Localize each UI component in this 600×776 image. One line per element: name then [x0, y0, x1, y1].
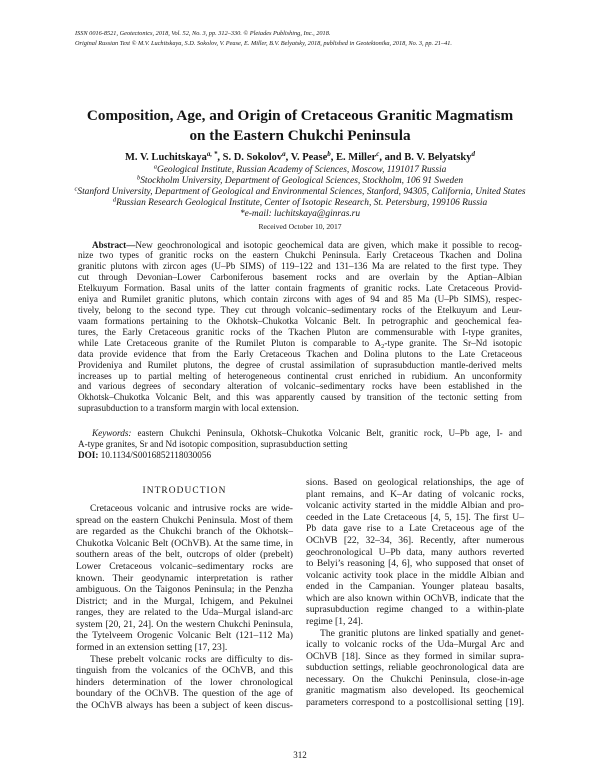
text-line: boundary of the OChVB. The question of the age of: [76, 688, 293, 700]
text-line: plant remains, and K–Ar dating of volcanic rocks,: [306, 488, 524, 500]
affiliation-text: Stanford University, Department of Geological and Environmental Sciences, Stanford, 94305, California, United States: [77, 186, 526, 197]
doi-value: 10.1134/S0016852118030056: [100, 450, 212, 461]
affiliation-mark: a: [153, 163, 157, 170]
author-name: B. V. Belyatsky: [404, 152, 472, 163]
text-line: ambiguous. On the Taigonos Peninsula; in the Penzha: [76, 584, 293, 596]
running-header: [75, 29, 545, 49]
author-name: M. V. Luchitskaya: [124, 152, 207, 163]
author-separator: ,: [285, 152, 291, 163]
abstract-line-text: New geochronological and isotopic geochemical data are given, which make it possible to recog-: [135, 239, 522, 250]
affiliation-text: Stockholm University, Department of Geological Sciences, Stockholm, 106 91 Sweden: [140, 175, 464, 186]
abstract-line: tively, belong to the second type. They cut through volcanic–sedimentary rocks of the Etelkuyum and Leur-: [78, 305, 522, 316]
affiliation-mark: c: [74, 185, 78, 193]
text-line: ranges, they are related to the Uda–Murgal island-arc: [76, 607, 293, 619]
text-line: Chukotka Volcanic Belt (OChVB). At the same time, in: [76, 537, 293, 549]
abstract-line: and various degrees of secondary alteration of volcanic–sedimentary rocks have been established in the: [78, 381, 522, 392]
author-affiliation-mark: d: [471, 150, 475, 158]
text-line: spread on the eastern Chukchi Peninsula. Most of them: [76, 514, 293, 526]
text-line: subduction settings, reliable geochronological data are: [306, 662, 524, 674]
abstract-line-text: -type granite. The Sr–Nd isotopic: [384, 337, 522, 348]
text-line: necessary. On the Chukchi Peninsula, close-in-age: [306, 673, 524, 685]
text-line: system [20, 21, 24]. On the western Chukchi Peninsula,: [76, 618, 293, 630]
text-line: hinders determination of the lower chronological: [76, 676, 293, 688]
text-line: These prebelt volcanic rocks are difficulty to dis-: [90, 653, 293, 665]
keywords-line: [78, 428, 522, 439]
text-line: formed in an extension setting [17, 23].: [76, 641, 228, 653]
abstract-line: Provideniya and Rumilet plutons, the degree of crustal assimilation of suprasubduction mantle-derived melts: [78, 359, 522, 370]
text-line: to Belyi’s reasoning [4, 6], who supposed that onset of: [306, 558, 524, 570]
corresponding-email: *e-mail: luchitskaya@ginras.ru: [239, 209, 361, 220]
abstract-label: Abstract—: [92, 239, 136, 250]
text-line: geochronological U–Pb data, many authors reverted: [306, 546, 524, 558]
right-column-paragraph: [306, 628, 524, 709]
abstract-line: [78, 338, 522, 349]
keywords-label: Keywords:: [92, 427, 132, 438]
text-line: known. Their geodynamic interpretation is rather: [76, 572, 293, 584]
abstract-line: [78, 240, 522, 251]
author-name: E. Miller: [336, 152, 377, 163]
text-line: ended in the Campanian. Younger plateau basalts,: [306, 581, 524, 593]
right-column: [306, 477, 524, 708]
text-line: regime [1, 24].: [306, 615, 364, 627]
left-column-paragraph: [76, 503, 293, 653]
title-line: Composition, Age, and Origin of Cretaceous Granitic Magmatism: [86, 107, 514, 124]
text-line: ceeded in the Late Cretaceous [4, 5, 15]. The first U–: [306, 511, 524, 523]
keywords-line: A-type granites, Sr and Nd isotopic composition, suprasubduction setting: [78, 438, 348, 449]
left-column-paragraph: [76, 654, 293, 712]
abstract-line-text: while Late Cretaceous granite of the Rumilet Pluton is comparable to A: [78, 337, 382, 348]
text-line: The granitic plutons are linked spatially and genet-: [320, 627, 524, 639]
received-date: Received October 10, 2017: [258, 221, 342, 231]
abstract-line: Okhotsk–Chukotka Volcanic Belt, and this was apparently caused by transition of the tectonic setting from: [78, 392, 522, 403]
author-affiliation-mark: b: [327, 150, 331, 158]
affiliation-mark: b: [136, 174, 141, 182]
author-affiliation-mark: c: [376, 150, 380, 158]
author-separator: ,: [217, 152, 223, 163]
title-line: on the Eastern Chukchi Peninsula: [189, 126, 411, 144]
affiliation: [0, 165, 600, 176]
affiliation-list: [0, 165, 600, 232]
text-line: granitic magmatism also developed. Its geochemical: [306, 685, 524, 697]
text-line: volcanic activity started in the middle Albian and pro-: [306, 500, 524, 512]
text-line: Lower Cretaceous volcanic–sedimentary rocks are: [76, 561, 293, 572]
author-name: V. Pease: [290, 152, 328, 163]
abstract-line: tures, the Early Cretaceous granitic rocks of the Tkachen Pluton are commensurable with I-type granites,: [78, 326, 522, 337]
abstract-line: granitic plutons with zircon ages (U–Pb SIMS) of 119–122 and 131–136 Ma are related to the first type. They: [78, 261, 522, 272]
affiliation: [0, 176, 600, 187]
text-line: Cretaceous volcanic and intrusive rocks are wide-: [90, 503, 293, 515]
abstract-line: Etelkuyum Formation. Basal units of the latter contain fragments of granitic rocks. Late Cretaceous Provid-: [78, 283, 522, 294]
text-line: ically to volcanic rocks of the Uda–Murgal Arc and: [306, 639, 524, 651]
author-separator: , and: [379, 152, 405, 163]
abstract-line: data provide evidence that from the Early Cretaceous Tkachen and Dolina plutons to the Late Cretaceous: [78, 348, 522, 359]
author-list: [0, 152, 600, 164]
text-line: which are also known within OChVB, indicate that the: [306, 592, 524, 604]
abstract-line: eniya and Rumilet granitic plutons, which contain zircons with ages of 94 and 85 Ma (U–Pb SIMS), respec-: [78, 294, 522, 305]
right-column-paragraph: [306, 477, 524, 627]
text-line: are regarded as the Chukchi branch of the Okhotsk–: [76, 526, 293, 538]
abstract-line: suprasubduction to a transform margin with local extension.: [78, 403, 299, 414]
abstract-line: vaam formations pertaining to the Okhotsk–Chukotka Volcanic Belt. In petrographic and geochemical fea-: [78, 315, 522, 326]
affiliation: [0, 198, 600, 209]
affiliation-text: Geological Institute, Russian Academy of Sciences, Moscow, 1191017 Russia: [156, 164, 447, 175]
text-line: District; and in the Murgal, Ichigem, and Pekulnei: [76, 595, 293, 607]
text-line: parameters correspond to a postcollisional setting [19].: [306, 696, 524, 708]
subscript: 2: [381, 342, 385, 350]
keywords-text: eastern Chukchi Peninsula, Okhotsk–Chukotka Volcanic Belt, granitic rock, U–Pb age, I- and: [137, 427, 523, 438]
doi-line: [78, 450, 522, 461]
affiliation-text: Russian Research Geological Institute, Center of Isotopic Research, St. Petersburg, 199106 Russia: [116, 198, 488, 209]
affiliation: [0, 187, 600, 198]
text-line: the Tytelveem Orogenic Volcanic Belt (121–112 Ma): [76, 630, 293, 642]
text-line: Pb data gave rise to a Late Cretaceous age of the: [306, 523, 524, 535]
abstract: [78, 240, 522, 415]
author-separator: ,: [330, 152, 337, 163]
text-line: tinguish from the volcanics of the OChVB, and this: [76, 665, 293, 677]
section-heading: INTRODUCTION: [142, 486, 227, 496]
abstract-line: cut through Devonian–Lower Carboniferous basement rocks and are overlain by the Aptian–Albian: [78, 272, 522, 283]
author-name: S. D. Sokolov: [222, 152, 283, 163]
doi-label: DOI:: [78, 450, 99, 461]
text-line: southern areas of the belt, outcrops of older (prebelt): [76, 549, 293, 561]
page-number: 312: [293, 750, 307, 760]
journal-citation: ISSN 0016-8521, Geotectonics, 2018, Vol. 52, No. 3, pp. 312–330. © Pleiades Publishing, Inc., 2018.: [75, 30, 331, 37]
affiliation-mark: d: [112, 196, 117, 204]
text-line: OChVB [18]. Since as they formed in similar supra-: [306, 650, 524, 662]
original-text-citation: Original Russian Text © M.V. Luchitskaya, S.D. Sokolov, V. Pease, E. Miller, B.V. Belyatsky, 2018, published in Geotektonika, 2018, No. 3, pp. 21–41.: [75, 40, 452, 47]
abstract-line: nize two types of granitic rocks on the eastern Chukchi Peninsula. Early Cretaceous Tkachen and Dolina: [78, 250, 522, 261]
text-line: volcanic activity took place in the middle Albian and: [306, 569, 524, 581]
author-affiliation-mark: a: [282, 150, 286, 158]
author-affiliation-mark: a, *: [206, 150, 218, 158]
paper-title: [0, 106, 600, 145]
abstract-line: increases up to partial melting of heterogeneous continental crust enriched in rubidium. An unconformity: [78, 370, 522, 381]
text-line: the OChVB always has been a subject of keen discus-: [76, 699, 293, 711]
text-line: OChVB [22, 32–34, 36]. Recently, after numerous: [306, 535, 524, 546]
keywords-block: [78, 428, 522, 462]
text-line: suprasubduction regime changed to a within-plate: [306, 604, 524, 616]
text-line: sions. Based on geological relationships, the age of: [306, 477, 524, 489]
